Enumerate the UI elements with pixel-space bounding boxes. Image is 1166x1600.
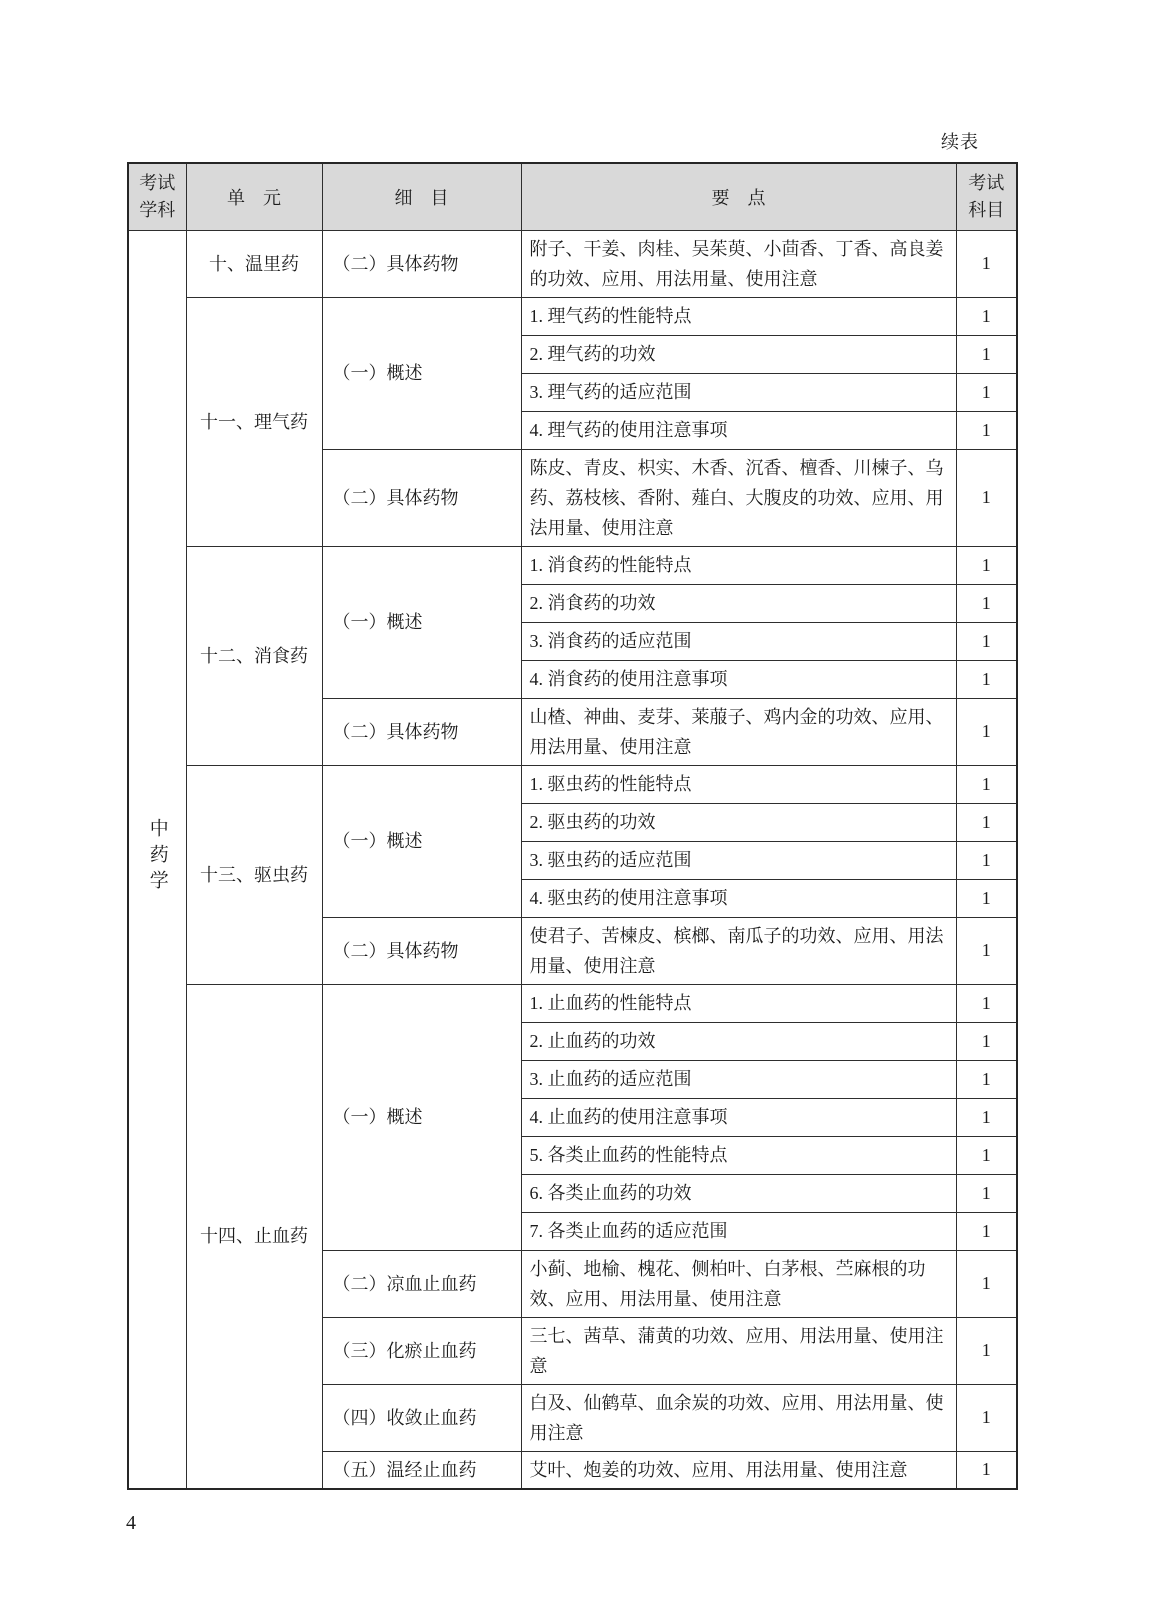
unit-cell: 十四、止血药: [186, 984, 322, 1489]
unit-cell: 十三、驱虫药: [186, 765, 322, 984]
score-cell: 1: [956, 335, 1017, 373]
points-cell: 6. 各类止血药的功效: [521, 1174, 956, 1212]
table-row: [128, 297, 1017, 335]
detail-cell: （四）收敛止血药: [322, 1384, 521, 1451]
page-number: 4: [126, 1512, 136, 1534]
score-cell: 1: [956, 584, 1017, 622]
points-cell: 三七、茜草、蒲黄的功效、应用、用法用量、使用注意: [521, 1317, 956, 1384]
subject-label: 中药学: [146, 817, 168, 896]
table-row: [128, 230, 1017, 297]
points-cell: 3. 消食药的适应范围: [521, 622, 956, 660]
points-cell: 白及、仙鹤草、血余炭的功效、应用、用法用量、使用注意: [521, 1384, 956, 1451]
score-cell: 1: [956, 449, 1017, 546]
continued-table-label: 续表: [941, 132, 979, 152]
points-cell: 4. 理气药的使用注意事项: [521, 411, 956, 449]
score-cell: 1: [956, 765, 1017, 803]
table-row: [128, 765, 1017, 803]
score-cell: 1: [956, 698, 1017, 765]
score-cell: 1: [956, 1212, 1017, 1250]
header-unit: 单 元: [186, 163, 322, 230]
score-cell: 1: [956, 411, 1017, 449]
points-cell: 2. 驱虫药的功效: [521, 803, 956, 841]
detail-cell: （二）凉血止血药: [322, 1250, 521, 1317]
points-cell: 4. 驱虫药的使用注意事项: [521, 879, 956, 917]
detail-cell: （二）具体药物: [322, 449, 521, 546]
points-cell: 4. 止血药的使用注意事项: [521, 1098, 956, 1136]
exam-syllabus-table: [127, 162, 1018, 1490]
score-cell: 1: [956, 917, 1017, 984]
score-cell: 1: [956, 373, 1017, 411]
unit-cell: 十一、理气药: [186, 297, 322, 546]
unit-cell: 十二、消食药: [186, 546, 322, 765]
detail-cell: （一）概述: [322, 546, 521, 698]
points-cell: 3. 驱虫药的适应范围: [521, 841, 956, 879]
detail-cell: （二）具体药物: [322, 917, 521, 984]
header-row: [128, 163, 1017, 230]
score-cell: 1: [956, 1174, 1017, 1212]
points-cell: 小蓟、地榆、槐花、侧柏叶、白茅根、苎麻根的功效、应用、用法用量、使用注意: [521, 1250, 956, 1317]
points-cell: 4. 消食药的使用注意事项: [521, 660, 956, 698]
points-cell: 3. 理气药的适应范围: [521, 373, 956, 411]
detail-cell: （一）概述: [322, 984, 521, 1250]
header-points: 要 点: [521, 163, 956, 230]
score-cell: 1: [956, 660, 1017, 698]
score-cell: 1: [956, 1250, 1017, 1317]
score-cell: 1: [956, 1136, 1017, 1174]
header-exam-subject: [128, 163, 186, 230]
header-exam-subject-line2: 学科: [139, 199, 176, 220]
points-cell: 1. 消食药的性能特点: [521, 546, 956, 584]
detail-cell: （二）具体药物: [322, 698, 521, 765]
points-cell: 山楂、神曲、麦芽、莱菔子、鸡内金的功效、应用、用法用量、使用注意: [521, 698, 956, 765]
score-cell: 1: [956, 984, 1017, 1022]
score-cell: 1: [956, 230, 1017, 297]
points-cell: 1. 止血药的性能特点: [521, 984, 956, 1022]
points-cell: 1. 理气药的性能特点: [521, 297, 956, 335]
table-row: [128, 984, 1017, 1022]
points-cell: 7. 各类止血药的适应范围: [521, 1212, 956, 1250]
points-cell: 附子、干姜、肉桂、吴茱萸、小茴香、丁香、高良姜的功效、应用、用法用量、使用注意: [521, 230, 956, 297]
points-cell: 2. 消食药的功效: [521, 584, 956, 622]
score-cell: 1: [956, 1098, 1017, 1136]
unit-cell: 十、温里药: [186, 230, 322, 297]
table-row: [128, 546, 1017, 584]
points-cell: 陈皮、青皮、枳实、木香、沉香、檀香、川楝子、乌药、荔枝核、香附、薤白、大腹皮的功效、应用、用法用量、使用注意: [521, 449, 956, 546]
score-cell: 1: [956, 297, 1017, 335]
header-detail: 细 目: [322, 163, 521, 230]
score-cell: 1: [956, 1317, 1017, 1384]
detail-cell: （二）具体药物: [322, 230, 521, 297]
score-cell: 1: [956, 622, 1017, 660]
score-cell: 1: [956, 1451, 1017, 1489]
header-exam-section: [956, 163, 1017, 230]
header-exam-section-line2: 科目: [968, 199, 1005, 220]
detail-cell: （三）化瘀止血药: [322, 1317, 521, 1384]
score-cell: 1: [956, 803, 1017, 841]
detail-cell: （一）概述: [322, 765, 521, 917]
points-cell: 使君子、苦楝皮、槟榔、南瓜子的功效、应用、用法用量、使用注意: [521, 917, 956, 984]
score-cell: 1: [956, 1022, 1017, 1060]
points-cell: 1. 驱虫药的性能特点: [521, 765, 956, 803]
detail-cell: （一）概述: [322, 297, 521, 449]
header-exam-section-line1: 考试: [968, 172, 1005, 193]
points-cell: 2. 止血药的功效: [521, 1022, 956, 1060]
points-cell: 艾叶、炮姜的功效、应用、用法用量、使用注意: [521, 1451, 956, 1489]
points-cell: 3. 止血药的适应范围: [521, 1060, 956, 1098]
score-cell: 1: [956, 879, 1017, 917]
points-cell: 5. 各类止血药的性能特点: [521, 1136, 956, 1174]
score-cell: 1: [956, 1384, 1017, 1451]
detail-cell: （五）温经止血药: [322, 1451, 521, 1489]
subject-cell: [128, 230, 186, 1489]
score-cell: 1: [956, 546, 1017, 584]
points-cell: 2. 理气药的功效: [521, 335, 956, 373]
header-exam-subject-line1: 考试: [139, 172, 176, 193]
score-cell: 1: [956, 1060, 1017, 1098]
score-cell: 1: [956, 841, 1017, 879]
